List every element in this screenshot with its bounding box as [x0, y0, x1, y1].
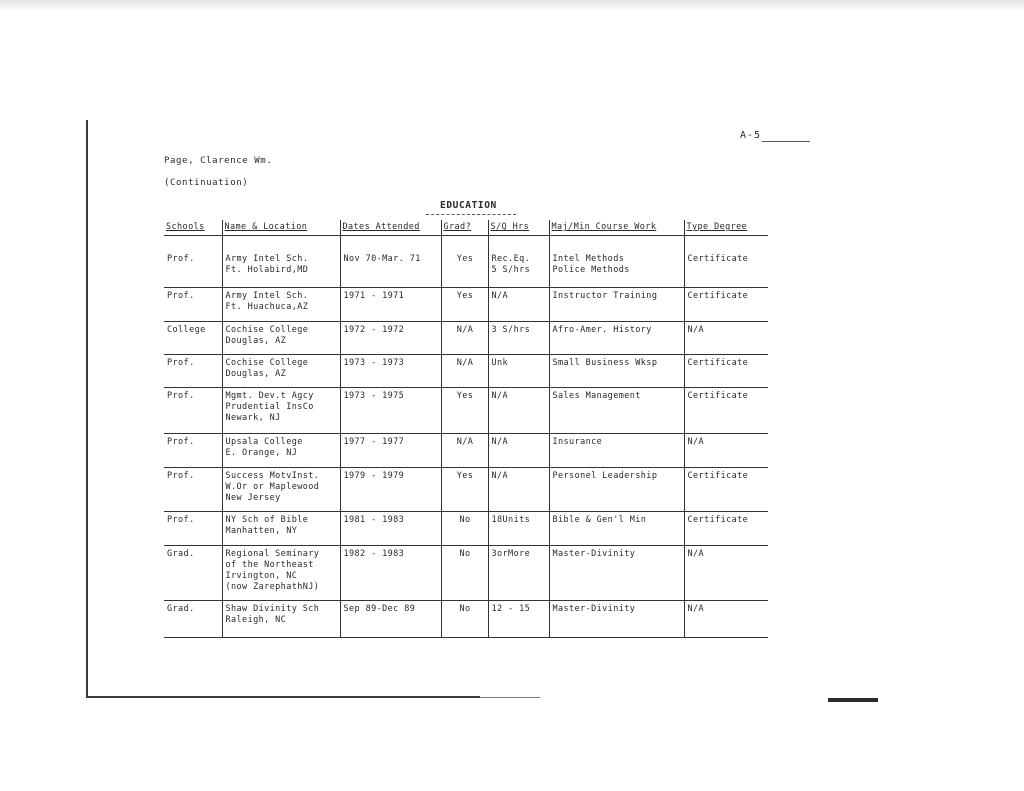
table-row	[164, 388, 768, 434]
cell-course	[549, 388, 684, 434]
cell-course-line: Instructor Training	[552, 291, 658, 301]
table-row	[164, 288, 768, 322]
cell-name-location-line: Raleigh, NC	[225, 615, 287, 625]
cell-name-location-line: Ft. Holabird,MD	[225, 265, 309, 275]
cell-course	[549, 236, 684, 288]
cell-dates: 1979 - 1979	[340, 468, 441, 512]
table-row	[164, 434, 768, 468]
cell-name-location	[222, 546, 340, 601]
cell-dates: 1972 - 1972	[340, 322, 441, 355]
education-table	[164, 220, 768, 638]
cell-hours	[488, 236, 549, 288]
cell-grad: Yes	[441, 388, 488, 434]
cell-hours	[488, 468, 549, 512]
col-header-dates: Dates Attended	[340, 220, 441, 236]
col-header-grad: Grad?	[441, 220, 488, 236]
bottom-border-rule-faint	[480, 697, 540, 698]
cell-degree: Certificate	[684, 236, 768, 288]
cell-name-location-line: W.Or or Maplewood	[225, 482, 320, 492]
cell-course-line: Sales Management	[552, 391, 641, 401]
cell-course-line: Insurance	[552, 437, 603, 447]
cell-hours-line: N/A	[491, 291, 509, 301]
cell-name-location-line: Shaw Divinity Sch	[225, 604, 320, 614]
cell-degree: Certificate	[684, 468, 768, 512]
cell-hours	[488, 601, 549, 638]
cell-hours	[488, 434, 549, 468]
cell-course-line: Master-Divinity	[552, 604, 636, 614]
cell-name-location-line: of the Northeast	[225, 560, 314, 570]
cell-degree: Certificate	[684, 388, 768, 434]
cell-dates: Sep 89-Dec 89	[340, 601, 441, 638]
scan-edge	[0, 0, 1024, 12]
cell-course-line: Police Methods	[552, 265, 630, 275]
col-header-schools: Schools	[164, 220, 222, 236]
cell-name-location	[222, 601, 340, 638]
cell-name-location-line: Douglas, AZ	[225, 336, 287, 346]
table-row	[164, 468, 768, 512]
cell-course	[549, 322, 684, 355]
table-row	[164, 322, 768, 355]
person-name: Page, Clarence Wm.	[164, 156, 273, 166]
col-header-degree: Type Degree	[684, 220, 768, 236]
cell-dates: 1973 - 1975	[340, 388, 441, 434]
table-row	[164, 512, 768, 546]
cell-name-location-line: New Jersey	[225, 493, 281, 503]
left-border-rule	[86, 120, 88, 698]
cell-school: Prof.	[164, 288, 222, 322]
table-row	[164, 546, 768, 601]
cell-name-location-line: Douglas, AZ	[225, 369, 287, 379]
cell-school: College	[164, 322, 222, 355]
cell-grad: N/A	[441, 434, 488, 468]
cell-degree: N/A	[684, 434, 768, 468]
cell-name-location-line: Ft. Huachuca,AZ	[225, 302, 309, 312]
cell-dates: 1973 - 1973	[340, 355, 441, 388]
bottom-border-rule	[86, 696, 480, 698]
cell-hours-line: 12 - 15	[491, 604, 531, 614]
cell-grad: No	[441, 546, 488, 601]
cell-grad: Yes	[441, 468, 488, 512]
cell-hours	[488, 355, 549, 388]
cell-degree: Certificate	[684, 288, 768, 322]
cell-school: Prof.	[164, 512, 222, 546]
table-row	[164, 355, 768, 388]
cell-hours	[488, 288, 549, 322]
section-title: EDUCATION	[440, 200, 497, 211]
cell-school: Grad.	[164, 601, 222, 638]
cell-name-location-line: Prudential InsCo	[225, 402, 314, 412]
cell-dates: 1971 - 1971	[340, 288, 441, 322]
cell-name-location	[222, 288, 340, 322]
cell-name-location	[222, 322, 340, 355]
cell-course-line: Personel Leadership	[552, 471, 658, 481]
cell-course	[549, 512, 684, 546]
cell-grad: No	[441, 601, 488, 638]
cell-grad: Yes	[441, 236, 488, 288]
cell-name-location-line: Newark, NJ	[225, 413, 281, 423]
cell-grad: Yes	[441, 288, 488, 322]
cell-course	[549, 355, 684, 388]
cell-hours-line: N/A	[491, 437, 509, 447]
cell-name-location-line: E. Orange, NJ	[225, 448, 298, 458]
cell-name-location-line: Army Intel Sch.	[225, 254, 309, 264]
cell-name-location-line: Army Intel Sch.	[225, 291, 309, 301]
cell-degree: Certificate	[684, 355, 768, 388]
cell-name-location-line: Irvington, NC	[225, 571, 298, 581]
cell-name-location-line: Cochise College	[225, 358, 309, 368]
cell-school: Grad.	[164, 546, 222, 601]
cell-school: Prof.	[164, 388, 222, 434]
cell-hours-line: 3orMore	[491, 549, 531, 559]
col-header-course: Maj/Min Course Work	[549, 220, 684, 236]
table-row	[164, 601, 768, 638]
cell-school: Prof.	[164, 355, 222, 388]
cell-course	[549, 468, 684, 512]
cell-course	[549, 288, 684, 322]
cell-name-location	[222, 236, 340, 288]
cell-school: Prof.	[164, 236, 222, 288]
cell-course	[549, 546, 684, 601]
cell-dates: 1977 - 1977	[340, 434, 441, 468]
cell-hours-line: Unk	[491, 358, 509, 368]
cell-course	[549, 434, 684, 468]
cell-dates: 1982 - 1983	[340, 546, 441, 601]
cell-name-location	[222, 468, 340, 512]
section-title-underline	[426, 214, 516, 215]
cell-school: Prof.	[164, 434, 222, 468]
table-row	[164, 236, 768, 288]
cell-degree: N/A	[684, 546, 768, 601]
cell-course-line: Small Business Wksp	[552, 358, 658, 368]
cell-hours-line: 5 S/hrs	[491, 265, 531, 275]
cell-course-line: Afro-Amer. History	[552, 325, 652, 335]
cell-grad: N/A	[441, 355, 488, 388]
cell-name-location	[222, 512, 340, 546]
cell-name-location	[222, 388, 340, 434]
continuation-label: (Continuation)	[164, 178, 249, 188]
cell-hours	[488, 322, 549, 355]
page-number: A-5	[740, 130, 762, 141]
cell-hours-line: Rec.Eq.	[491, 254, 531, 264]
table-header-row	[164, 220, 768, 236]
cell-hours-line: 18Units	[491, 515, 531, 525]
cell-name-location-line: Upsala College	[225, 437, 303, 447]
cell-hours	[488, 388, 549, 434]
cell-hours	[488, 546, 549, 601]
cell-name-location-line: Cochise College	[225, 325, 309, 335]
cell-name-location-line: Success MotvInst.	[225, 471, 320, 481]
cell-course	[549, 601, 684, 638]
cell-hours	[488, 512, 549, 546]
cell-degree: N/A	[684, 601, 768, 638]
cell-hours-line: 3 S/hrs	[491, 325, 531, 335]
cell-course-line: Intel Methods	[552, 254, 625, 264]
page-number-underline	[762, 141, 810, 142]
cell-degree: N/A	[684, 322, 768, 355]
cell-course-line: Master-Divinity	[552, 549, 636, 559]
cell-course-line: Bible & Gen'l Min	[552, 515, 647, 525]
cell-dates: 1981 - 1983	[340, 512, 441, 546]
col-header-name-location: Name & Location	[222, 220, 340, 236]
cell-name-location-line: (now ZarephathNJ)	[225, 582, 320, 592]
table-body	[164, 236, 768, 638]
cell-hours-line: N/A	[491, 471, 509, 481]
cell-name-location	[222, 434, 340, 468]
cell-name-location-line: Mgmt. Dev.t Agcy	[225, 391, 314, 401]
cell-grad: No	[441, 512, 488, 546]
col-header-hours: S/Q Hrs	[488, 220, 549, 236]
cell-grad: N/A	[441, 322, 488, 355]
cell-school: Prof.	[164, 468, 222, 512]
cell-dates: Nov 70-Mar. 71	[340, 236, 441, 288]
bottom-scan-mark	[828, 698, 878, 702]
cell-name-location-line: Manhatten, NY	[225, 526, 298, 536]
cell-name-location-line: NY Sch of Bible	[225, 515, 309, 525]
cell-degree: Certificate	[684, 512, 768, 546]
cell-hours-line: N/A	[491, 391, 509, 401]
cell-name-location	[222, 355, 340, 388]
cell-name-location-line: Regional Seminary	[225, 549, 320, 559]
